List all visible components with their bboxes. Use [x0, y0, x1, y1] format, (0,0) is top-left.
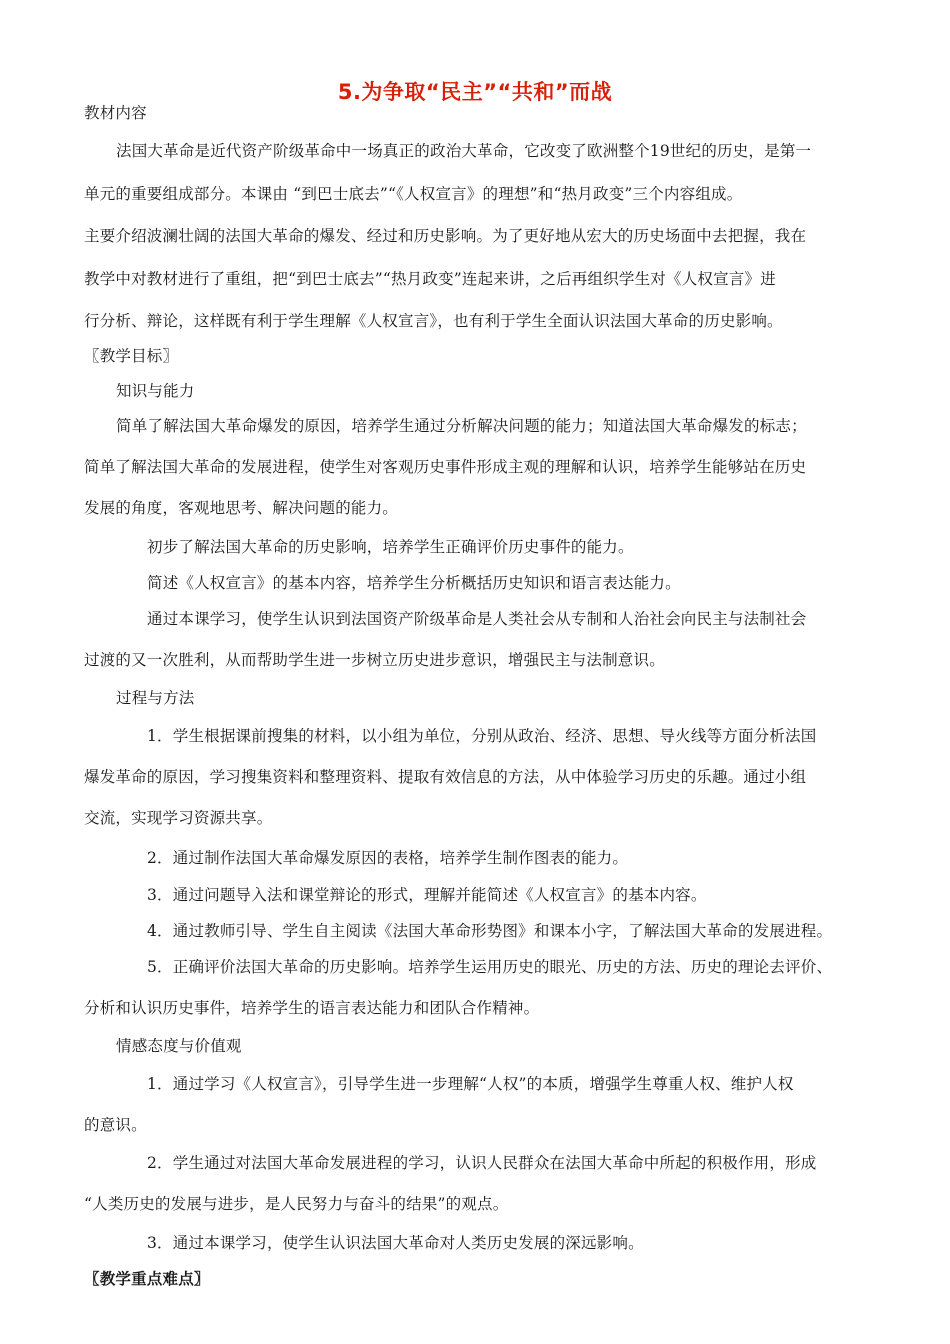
paragraph-line: 通过本课学习，使学生认识到法国资产阶级革命是人类社会从专制和人治社会向民主与法制社会: [147, 610, 807, 628]
paragraph-line: 简单了解法国大革命爆发的原因，培养学生通过分析解决问题的能力；知道法国大革命爆发的标志；: [116, 417, 807, 435]
paragraph-line: 3．通过问题导入法和课堂辩论的形式，理解并能简述《人权宣言》的基本内容。: [147, 886, 707, 904]
paragraph-line: 简述《人权宣言》的基本内容，培养学生分析概括历史知识和语言表达能力。: [147, 574, 681, 592]
subheading-emotion: 情感态度与价值观: [116, 1037, 242, 1055]
paragraph-line: 1．通过学习《人权宣言》，引导学生进一步理解“人权”的本质，增强学生尊重人权、维护人权: [147, 1075, 794, 1093]
paragraph-line: 3．通过本课学习，使学生认识法国大革命对人类历史发展的深远影响。: [147, 1234, 644, 1252]
section-heading-content: 教材内容: [84, 104, 147, 122]
subheading-knowledge: 知识与能力: [116, 382, 195, 400]
paragraph-line: 单元的重要组成部分。本课由 “到巴士底去”“《人权宣言》的理想”和“热月政变”三个内容组成。: [84, 185, 743, 203]
paragraph-line: 分析和认识历史事件，培养学生的语言表达能力和团队合作精神。: [84, 999, 540, 1017]
section-heading-goals: 〖教学目标〗: [84, 347, 179, 365]
section-heading-key-points: 〖教学重点难点〗: [84, 1270, 210, 1288]
paragraph-line: 2．通过制作法国大革命爆发原因的表格，培养学生制作图表的能力。: [147, 849, 629, 867]
paragraph-line: 过渡的又一次胜利，从而帮助学生进一步树立历史进步意识，增强民主与法制意识。: [84, 651, 665, 669]
paragraph-line: 法国大革命是近代资产阶级革命中一场真正的政治大革命，它改变了欧洲整个19世纪的历史，是第一: [116, 142, 812, 160]
paragraph-line: 5．正确评价法国大革命的历史影响。培养学生运用历史的眼光、历史的方法、历史的理论去评价、: [147, 958, 833, 976]
paragraph-line: “人类历史的发展与进步，是人民努力与奋斗的结果”的观点。: [84, 1195, 509, 1213]
paragraph-line: 教学中对教材进行了重组，把“到巴士底去”“热月政变”连起来讲，之后再组织学生对《人权宣言》进: [84, 270, 776, 288]
paragraph-line: 1．学生根据课前搜集的材料，以小组为单位，分别从政治、经济、思想、导火线等方面分析法国: [147, 727, 817, 745]
paragraph-line: 初步了解法国大革命的历史影响，培养学生正确评价历史事件的能力。: [147, 538, 634, 556]
paragraph-line: 2．学生通过对法国大革命发展进程的学习，认识人民群众在法国大革命中所起的积极作用，形成: [147, 1154, 817, 1172]
paragraph-line: 行分析、辩论，这样既有利于学生理解《人权宣言》，也有利于学生全面认识法国大革命的历史影响。: [84, 312, 783, 330]
document-title: 5.为争取“民主”“共和”而战: [337, 80, 613, 104]
subheading-process: 过程与方法: [116, 689, 195, 707]
paragraph-line: 简单了解法国大革命的发展进程，使学生对客观历史事件形成主观的理解和认识，培养学生能够站在历史: [84, 458, 807, 476]
paragraph-line: 的意识。: [84, 1116, 147, 1134]
paragraph-line: 主要介绍波澜壮阔的法国大革命的爆发、经过和历史影响。为了更好地从宏大的历史场面中去把握，我在: [84, 227, 807, 245]
paragraph-line: 发展的角度，客观地思考、解决问题的能力。: [84, 499, 399, 517]
paragraph-line: 交流，实现学习资源共享。: [84, 809, 273, 827]
paragraph-line: 爆发革命的原因，学习搜集资料和整理资料、提取有效信息的方法，从中体验学习历史的乐趣。通过小组: [84, 768, 807, 786]
paragraph-line: 4．通过教师引导、学生自主阅读《法国大革命形势图》和课本小字，了解法国大革命的发展进程。: [147, 922, 833, 940]
